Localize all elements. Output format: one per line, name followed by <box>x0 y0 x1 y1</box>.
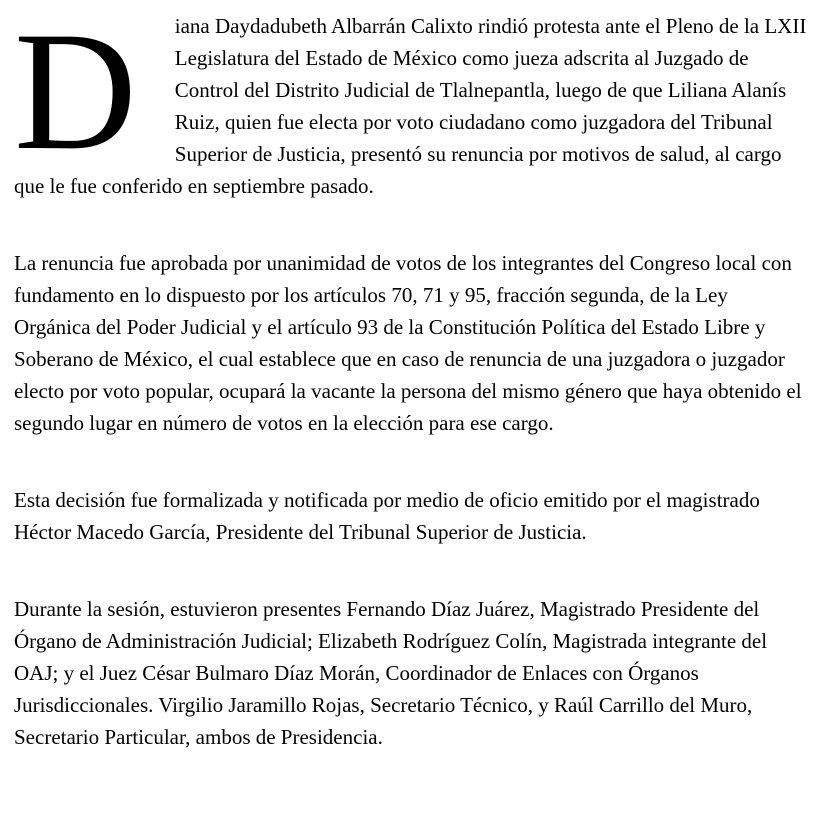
paragraph-formalization-text: Esta decisión fue formalizada y notificada por medio de oficio emitido por el magistrado Héctor Macedo García, Presidente del Tribunal Superior de Justicia. <box>14 488 760 544</box>
paragraph-resignation-approval <box>14 247 807 439</box>
article-body <box>14 0 807 753</box>
paragraph-formalization <box>14 484 807 548</box>
paragraph-lead-text: iana Daydadubeth Albarrán Calixto rindió protesta ante el Pleno de la LXII Legislatura del Estado de México como jueza adscrita al Juzgado de Control del Distrito Judicial de Tlalnepantla, luego de que Liliana Alanís Ruiz, quien fue electa por voto ciudadano como juzgadora del Tribunal Superior de Justicia, presentó su renuncia por motivos de salud, al cargo que le fue conferido en septiembre pasado. <box>14 14 807 198</box>
dropcap-letter: D <box>14 0 137 185</box>
paragraph-lead <box>14 0 807 202</box>
paragraph-session-attendees-text: Durante la sesión, estuvieron presentes Fernando Díaz Juárez, Magistrado Presidente del Órgano de Administración Judicial; Elizabeth Rodríguez Colín, Magistrada integrante del OAJ; y el Juez César Bulmaro Díaz Morán, Coordinador de Enlaces con Órganos Jurisdiccionales. Virgilio Jaramillo Rojas, Secretario Técnico, y Raúl Carrillo del Muro, Secretario Particular, ambos de Presidencia. <box>14 597 768 749</box>
paragraph-session-attendees <box>14 593 807 753</box>
paragraph-resignation-approval-text: La renuncia fue aprobada por unanimidad de votos de los integrantes del Congreso local con fundamento en lo dispuesto por los artículos 70, 71 y 95, fracción segunda, de la Ley Orgánica del Poder Judicial y el artículo 93 de la Constitución Política del Estado Libre y Soberano de México, el cual establece que en caso de renuncia de una juzgadora o juzgador electo por voto popular, ocupará la vacante la persona del mismo género que haya obtenido el segundo lugar en número de votos en la elección para ese cargo. <box>14 251 802 435</box>
